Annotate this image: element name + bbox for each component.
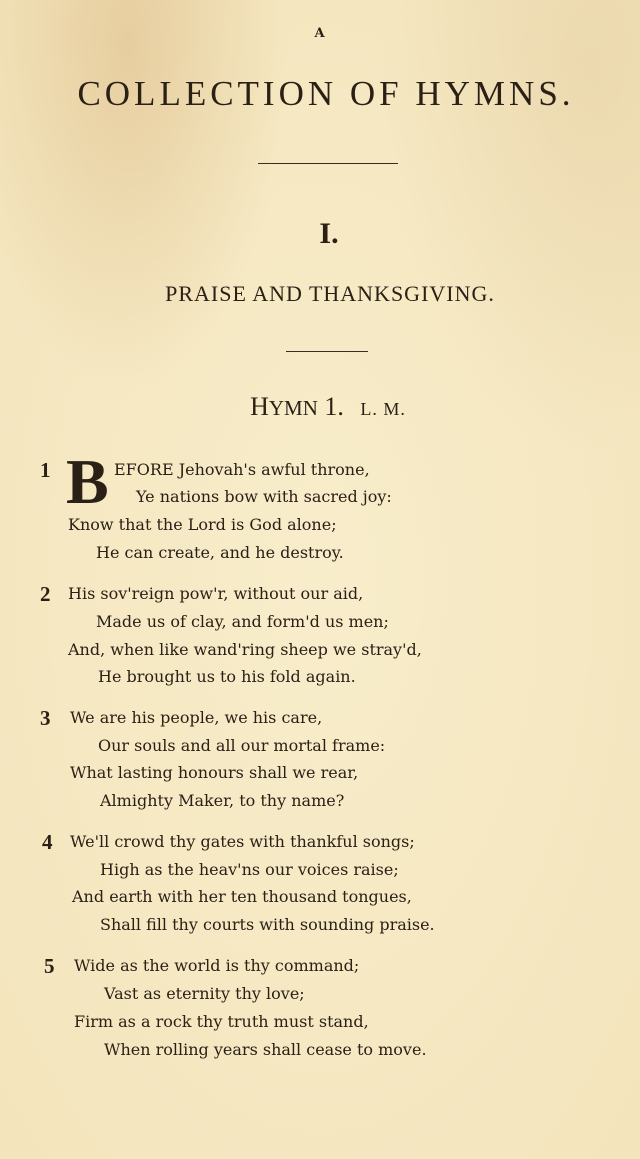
verse-line: High as the heav'ns our voices raise; <box>100 860 399 879</box>
hymn-meter: L. M. <box>360 399 406 419</box>
stanza-number: 1 <box>40 458 51 482</box>
stanza-number: 5 <box>44 954 55 978</box>
stanza-number: 3 <box>40 706 51 730</box>
verse-line: And, when like wand'ring sheep we stray'd, <box>68 640 422 659</box>
hymn-label-initial: H <box>250 392 269 421</box>
hymn-number: 1. <box>324 392 344 421</box>
page-title: COLLECTION OF HYMNS. <box>77 74 575 113</box>
title-divider <box>258 163 398 164</box>
verse-line: Ye nations bow with sacred joy: <box>136 487 392 506</box>
verse-line: We'll crowd thy gates with thankful songs; <box>70 832 415 851</box>
verse-line: Made us of clay, and form'd us men; <box>96 612 389 631</box>
stanza-number: 4 <box>42 830 53 854</box>
verse-line: Firm as a rock thy truth must stand, <box>74 1012 369 1031</box>
verse-line: Wide as the world is thy command; <box>74 956 360 975</box>
verse-line: Know that the Lord is God alone; <box>68 515 337 534</box>
verse-line: He can create, and he destroy. <box>96 543 344 562</box>
hymn-heading <box>0 392 640 422</box>
verse-line: When rolling years shall cease to move. <box>104 1040 427 1059</box>
verse-line: What lasting honours shall we rear, <box>70 763 359 782</box>
hymn-label-rest: YMN <box>268 396 318 420</box>
verse-line: Our souls and all our mortal frame: <box>98 736 386 755</box>
verse-line: And earth with her ten thousand tongues, <box>72 887 412 906</box>
verse-line: Shall fill thy courts with sounding praise. <box>100 915 435 934</box>
section-divider <box>286 351 368 352</box>
section-heading: PRAISE AND THANKSGIVING. <box>165 281 495 306</box>
drop-cap: B <box>66 446 109 517</box>
section-numeral: I. <box>319 217 339 250</box>
verse-line: Vast as eternity thy love; <box>104 984 305 1003</box>
verse-line: His sov'reign pow'r, without our aid, <box>68 584 364 603</box>
verse-line: We are his people, we his care, <box>70 708 323 727</box>
verse-line: Almighty Maker, to thy name? <box>100 791 345 810</box>
verse-line: He brought us to his fold again. <box>98 667 356 686</box>
title-article: A <box>314 26 326 41</box>
verse-line: EFORE Jehovah's awful throne, <box>114 460 370 479</box>
stanza-number: 2 <box>40 582 51 606</box>
